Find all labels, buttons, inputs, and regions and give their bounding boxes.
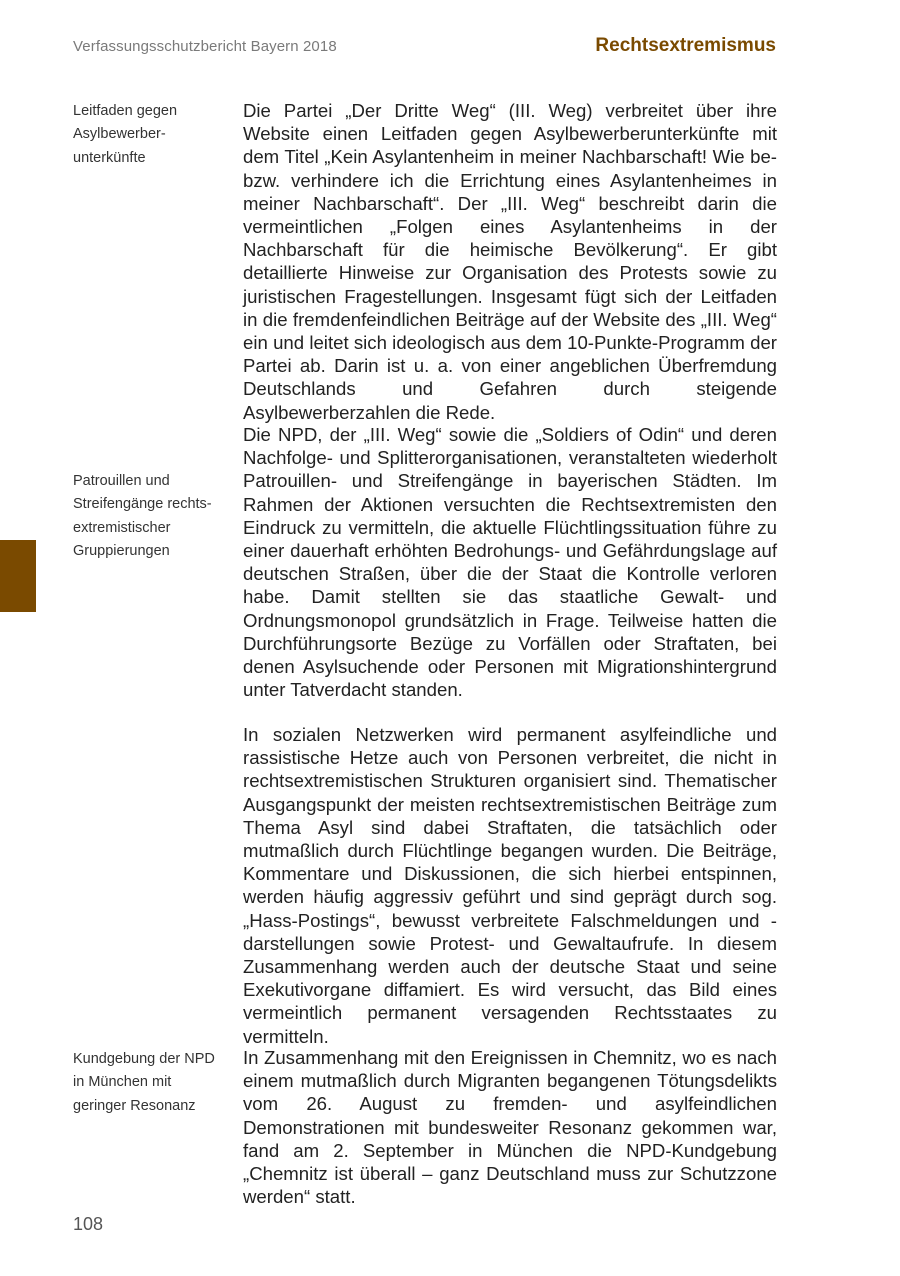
margin-note-leitfaden: Leitfaden gegen Asylbewerber-unterkünfte (73, 103, 178, 166)
paragraph-patrouillen: Die NPD, der „III. Weg“ sowie die „Soldiers of Odin“ und deren Nachfolge- und Splitterorganisationen, veranstalteten wiederholt Patrouillen- und Streifengänge in bayerischen Städten. Im Rahmen der Aktionen versuchten die Rechtsextremisten den Eindruck zu vermitteln, die aktuelle Flüchtlingssituation führe zu einer dauerhaft erhöhten Bedrohungs- und Gefährdungslage auf deutschen Straßen, über die der Staat die Kontrolle verloren habe. Damit stellten sie das staatliche Gewalt- und Ordnungsmonopol grundsätzlich in Frage. Teilweise hatten die Durchführungsorte Bezüge zu Vorfällen oder Straftaten, bei denen Asylsuchende oder Personen mit Migrationshintergrund unter Tatverdacht standen. (243, 424, 777, 701)
running-header-section: Rechtsextremismus (595, 35, 776, 56)
chapter-tab-marker (0, 540, 36, 612)
running-header-title: Verfassungsschutzbericht Bayern 2018 (73, 38, 337, 55)
page-number: 108 (73, 1214, 104, 1234)
paragraph-leitfaden: Die Partei „Der Dritte Weg“ (III. Weg) verbreitet über ihre Website einen Leitfaden gegen Asylbewerberunterkünfte mit dem Titel „Kein Asylantenheim in meiner Nachbarschaft! Wie be- bzw. verhindere ich die Errichtung eines Asylantenheimes in meiner Nachbarschaft“. Der „III. Weg“ beschreibt darin die vermeintlichen „Folgen eines Asylantenheims in der Nachbarschaft für die heimische Bevölkerung“. Er gibt detaillierte Hinweise zur Organisation des Protests sowie zu juristischen Fragestellungen. Insgesamt fügt sich der Leitfaden in die fremdenfeindlichen Beiträge auf der Website des „III. Weg“ ein und leitet sich ideologisch aus dem 10-Punkte-Programm der Partei ab. Darin ist u. a. von einer angeblichen Überfremdung Deutschlands und Gefahren durch steigende Asylbewerberzahlen die Rede. (243, 100, 777, 423)
margin-note-kundgebung: Kundgebung der NPD in München mit geringer Resonanz (73, 1051, 215, 1114)
paragraph-kundgebung: In Zusammenhang mit den Ereignissen in Chemnitz, wo es nach einem mutmaßlich durch Migranten begangenen Tötungsdelikts vom 26. August zu fremden- und asylfeindlichen Demonstrationen mit bundesweiter Resonanz gekommen war, fand am 2. September in München die NPD-Kundgebung „Chemnitz ist überall – ganz Deutschland muss zur Schutzzone werden“ statt. (243, 1047, 777, 1208)
paragraph-soziale-netzwerke: In sozialen Netzwerken wird permanent asylfeindliche und rassistische Hetze auch von Personen verbreitet, die nicht in rechtsextremistischen Strukturen organisiert sind. Thematischer Ausgangspunkt der meisten rechtsextremistischen Beiträge zum Thema Asyl sind dabei Straftaten, die tatsächlich oder mutmaßlich durch Flüchtlinge begangen wurden. Die Beiträge, Kommentare und Diskussionen, die sich hierbei entspinnen, werden häufig aggressiv geführt und sind geprägt durch sog. „Hass-Postings“, bewusst verbreitete Falschmeldungen und -darstellungen sowie Protest- und Gewaltaufrufe. In diesem Zusammenhang werden auch der deutsche Staat und seine Exekutivorgane diffamiert. Es wird versucht, das Bild eines vermeintlich permanent versagenden Rechtsstaates zu vermitteln. (243, 724, 777, 1047)
margin-note-patrouillen: Patrouillen und Streifengänge rechts-extremistischer Gruppierungen (73, 473, 212, 559)
